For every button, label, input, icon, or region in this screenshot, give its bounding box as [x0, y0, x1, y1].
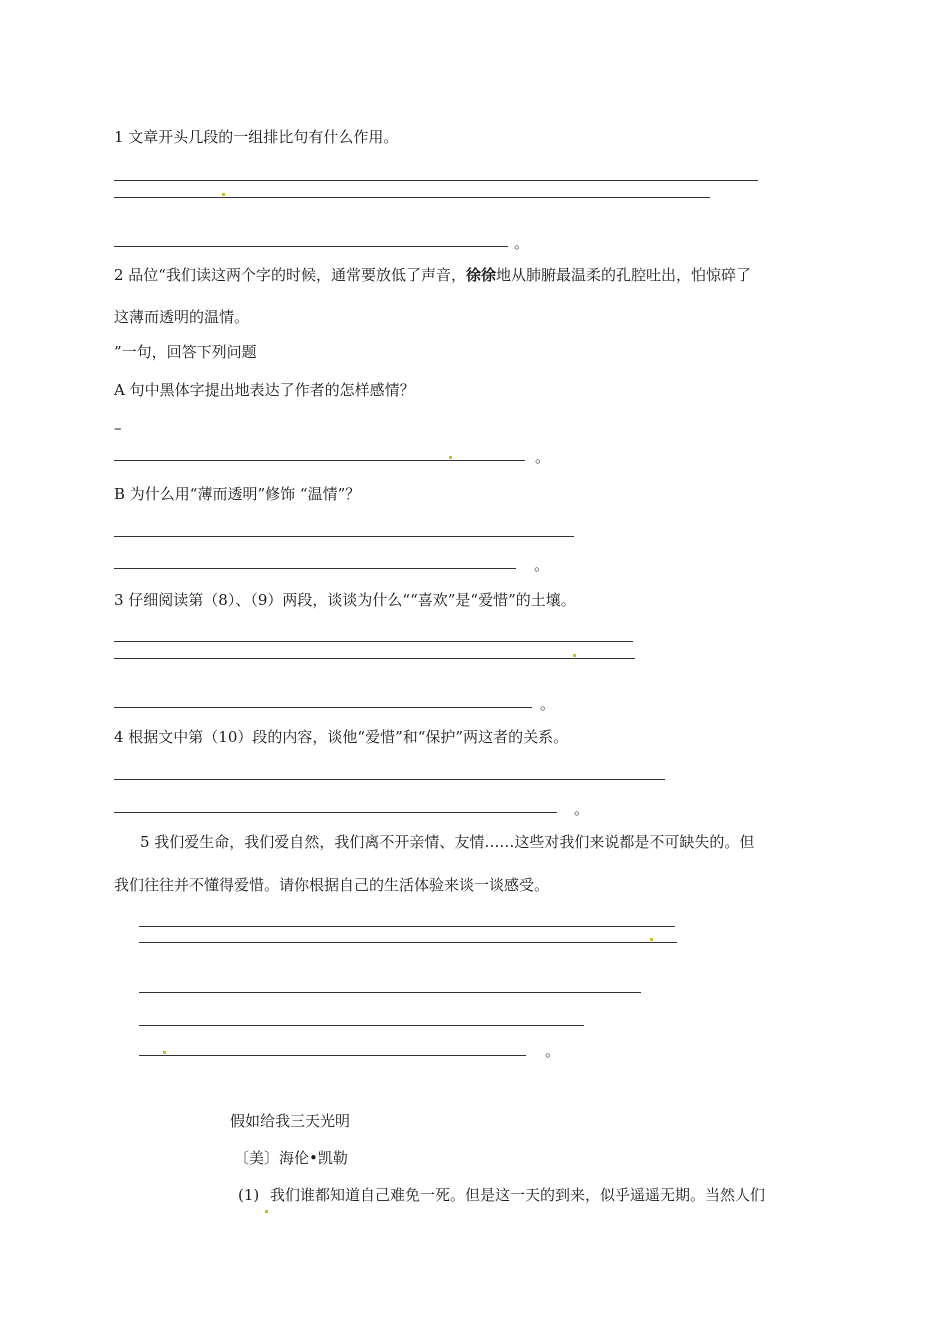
- end-mark: 。: [540, 695, 556, 713]
- question-3-text: 3 仔细阅读第（8）、（9）两段，谈谈为什么““喜欢”是“爱惜”的土壤。: [114, 591, 576, 609]
- question-5-line-1: 5 我们爱生命，我们爱自然，我们离不开亲情、友情……这些对我们来说都是不可缺失的。但: [140, 833, 755, 851]
- question-2b-text: B 为什么用“薄而透明”修饰 “温情”？: [114, 485, 361, 503]
- end-mark: 。: [574, 800, 590, 818]
- answer-line: [139, 992, 641, 993]
- mark-dot: [222, 193, 225, 196]
- end-mark: 。: [534, 556, 550, 574]
- question-2-line-3: ”一句，回答下列问题: [114, 343, 257, 361]
- answer-line: [139, 926, 675, 927]
- answer-line: [139, 1055, 526, 1056]
- end-mark: 。: [545, 1042, 561, 1060]
- end-mark: 。: [514, 234, 530, 252]
- article-author: 〔美〕海伦•凯勒: [234, 1149, 348, 1167]
- answer-line: [139, 1025, 584, 1026]
- end-mark: 。: [535, 448, 551, 466]
- dash-mark: –: [114, 419, 122, 437]
- answer-line: [114, 641, 633, 642]
- answer-line: [114, 180, 758, 181]
- mark-dot: [163, 1051, 166, 1054]
- question-2-line-2: 这薄而透明的温情。: [114, 308, 250, 326]
- answer-line: [114, 658, 635, 659]
- question-4-text: 4 根据文中第（10）段的内容，谈他“爱惜”和“保护”两这者的关系。: [114, 728, 569, 746]
- answer-line: [114, 197, 710, 198]
- answer-line: [114, 707, 532, 708]
- mark-dot: [650, 938, 653, 941]
- mark-dot: [265, 1210, 268, 1213]
- question-1-text: 1 文章开头几段的一组排比句有什么作用。: [114, 128, 399, 146]
- question-5-line-2: 我们往往并不懂得爱惜。请你根据自己的生活体验来谈一谈感受。: [114, 876, 550, 894]
- paragraph-text: 我们谁都知道自己难免一死。但是这一天的到来，似乎遥遥无期。当然人们: [270, 1186, 766, 1204]
- answer-line: [114, 812, 557, 813]
- mark-dot: [449, 456, 452, 459]
- answer-line: [114, 246, 508, 247]
- question-2-line-1: 2 品位“我们读这两个字的时候，通常要放低了声音，徐徐地从肺腑最温柔的孔腔吐出，怕惊碎了: [114, 266, 752, 284]
- answer-line: [114, 779, 665, 780]
- answer-line: [114, 568, 516, 569]
- article-title: 假如给我三天光明: [230, 1112, 351, 1130]
- mark-dot: [573, 654, 576, 657]
- bold-phrase: 徐徐: [465, 266, 496, 284]
- answer-line: [114, 536, 574, 537]
- answer-line: [139, 942, 677, 943]
- paragraph-1: [238, 1185, 765, 1205]
- paragraph-number: (1): [238, 1186, 260, 1204]
- question-2a-text: A 句中黑体字提出地表达了作者的怎样感情？: [114, 381, 415, 399]
- answer-line: [114, 460, 525, 461]
